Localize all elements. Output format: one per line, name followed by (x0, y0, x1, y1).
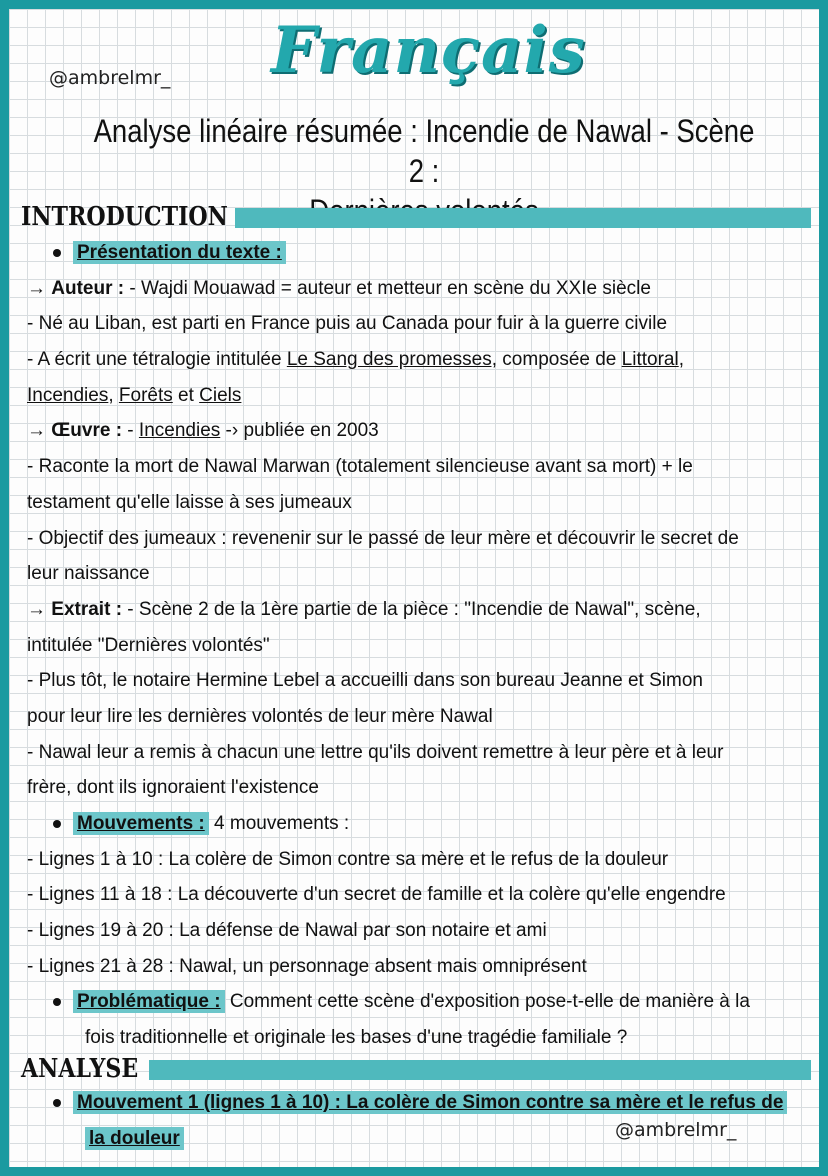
arrow-right-icon: → (27, 277, 46, 299)
mouvement-item: - Lignes 19 à 20 : La défense de Nawal par son notaire et ami (27, 920, 547, 942)
section-introduction-label: INTRODUCTION (21, 202, 228, 232)
presentation-heading-row (27, 235, 813, 271)
problematique-heading: Problématique : (73, 990, 225, 1013)
notes-page (9, 9, 819, 1167)
extrait-line-5: - Nawal leur a remis à chacun une lettre qu'ils doivent remettre à leur père et à leur (27, 741, 724, 763)
work-title-littoral: Littoral (621, 349, 679, 371)
mouvement-item: - Lignes 21 à 28 : Nawal, un personnage absent mais omniprésent (27, 955, 587, 977)
extrait-line-2: intitulée "Dernières volontés" (27, 634, 270, 656)
author-handle-top: @ambrelmr_ (49, 67, 171, 89)
mouvement-item: - Lignes 1 à 10 : La colère de Simon contre sa mère et le refus de la douleur (27, 848, 669, 870)
section-analyse-label: ANALYSE (21, 1054, 139, 1084)
oeuvre-line-1: → Œuvre : - Incendies -› publiée en 2003 (27, 420, 379, 442)
work-title-sang-des-promesses: Le Sang des promesses, (286, 349, 498, 371)
mouvements-count: 4 mouvements : (208, 813, 350, 834)
oeuvre-line-3: testament qu'elle laisse à ses jumeaux (27, 491, 352, 513)
auteur-line-1 (27, 271, 813, 307)
bullet-icon (53, 998, 61, 1006)
oeuvre-title: Incendies (138, 420, 221, 442)
section-divider-bar (235, 208, 811, 228)
mouvement1-heading-row (27, 1085, 813, 1121)
presentation-heading: Présentation du texte : (73, 241, 286, 264)
problematique-row (27, 984, 813, 1020)
problematique-text: Comment cette scène d'exposition pose-t-elle de manière à la (224, 991, 750, 1013)
mouvement-item: - Lignes 11 à 18 : La découverte d'un secret de famille et la colère qu'elle engendre (27, 884, 726, 906)
arrow-right-icon: → (27, 420, 46, 442)
extrait-line-1: → Extrait : - Scène 2 de la 1ère partie de la pièce : "Incendie de Nawal", scène, (27, 598, 701, 620)
oeuvre-line-5: leur naissance (27, 563, 150, 585)
author-handle-bottom: @ambrelmr_ (615, 1119, 737, 1141)
title-line-1: Analyse linéaire résumée : Incendie de Nawal - Scène 2 : (93, 113, 755, 189)
extrait-line-3: - Plus tôt, le notaire Hermine Lebel a accueilli dans son bureau Jeanne et Simon (27, 670, 703, 692)
work-title-ciels: Ciels (199, 384, 242, 406)
oeuvre-label: Œuvre : (51, 420, 123, 442)
bullet-icon (53, 820, 61, 828)
subject-title: Français (271, 13, 586, 88)
oeuvre-line-2: - Raconte la mort de Nawal Marwan (totalement silencieuse avant sa mort) + le (27, 456, 693, 478)
arrow-right-icon: → (27, 598, 46, 620)
auteur-label: Auteur : (51, 277, 125, 299)
bullet-icon (53, 249, 61, 257)
auteur-line-4: Incendies, Forêts et Ciels (27, 384, 242, 406)
oeuvre-line-4: - Objectif des jumeaux : revenenir sur le passé de leur mère et découvrir le secret de (27, 527, 739, 549)
problematique-line-2: fois traditionnelle et originale les bases d'une tragédie familiale ? (85, 1027, 628, 1049)
introduction-content (27, 235, 813, 1056)
work-title-incendies: Incendies (27, 384, 109, 406)
work-title-forets: Forêts (118, 384, 173, 406)
auteur-line-3: - A écrit une tétralogie intitulée Le Sang des promesses, composée de Littoral, (27, 349, 684, 371)
mouvement1-heading: Mouvement 1 (lignes 1 à 10) : La colère de Simon contre sa mère et le refus de (73, 1091, 787, 1114)
mouvements-heading: Mouvements : (73, 812, 209, 835)
extrait-label: Extrait : (51, 598, 123, 620)
auteur-line-2: - Né au Liban, est parti en France puis au Canada pour fuir à la guerre civile (27, 313, 668, 335)
mouvements-heading-row (27, 806, 813, 842)
bullet-icon (53, 1099, 61, 1107)
mouvement1-heading-line-2: la douleur (27, 1121, 813, 1157)
section-divider-bar (149, 1060, 811, 1080)
extrait-line-4: pour leur lire les dernières volontés de leur mère Nawal (27, 705, 493, 727)
extrait-line-6: frère, dont ils ignoraient l'existence (27, 777, 319, 799)
auteur-text: - Wajdi Mouawad = auteur et metteur en scène du XXIe siècle (124, 277, 651, 299)
